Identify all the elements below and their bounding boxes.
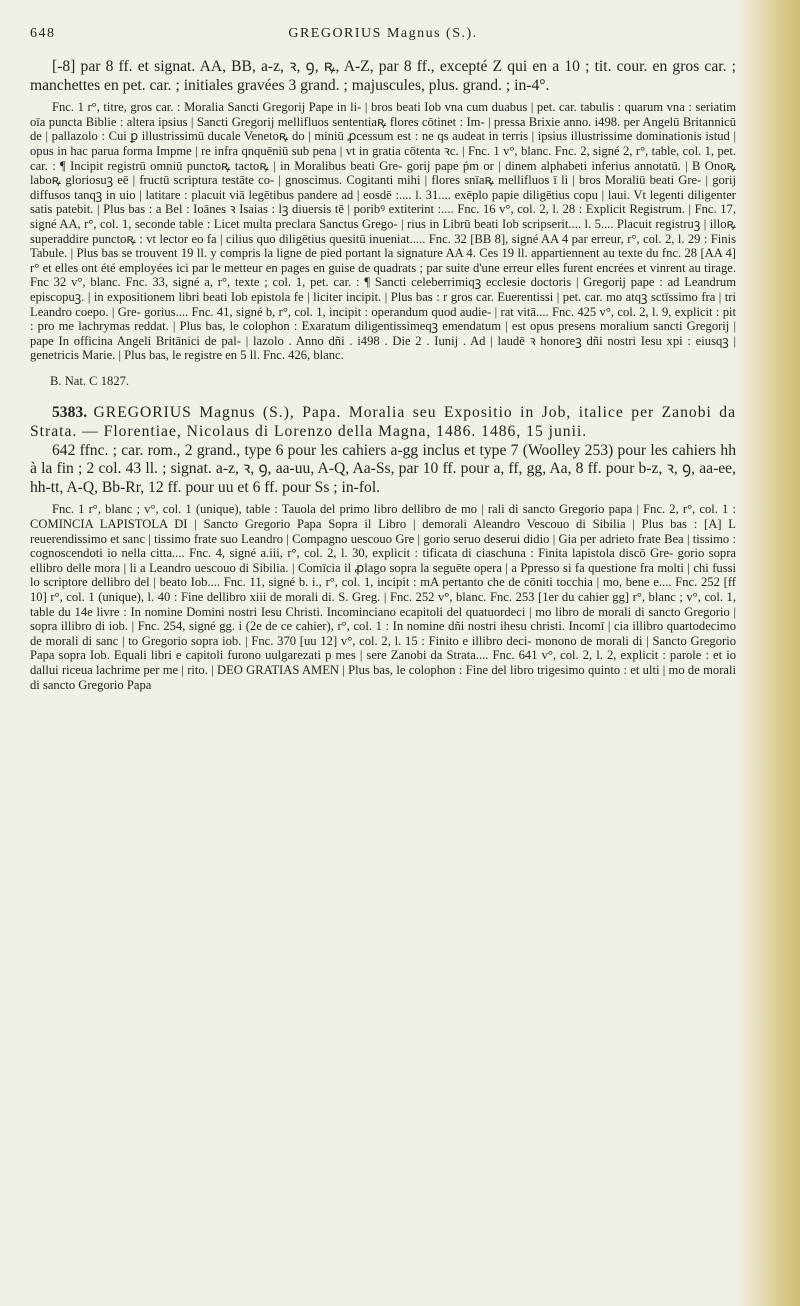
page-edge [736, 0, 800, 1306]
entry-title: GREGORIUS Magnus (S.), Papa. Moralia seu Expositio in Job, italice per Zanobi da Strata. — Florentiae, Nicolaus di Lorenzo della Magna, 1486. 1486, 15 junii. [30, 404, 736, 441]
running-title: GREGORIUS Magnus (S.). [288, 26, 478, 41]
page [30, 0, 736, 1306]
main-text [30, 58, 736, 692]
prev-entry-description-block [30, 100, 736, 363]
page-number: 648 [30, 26, 56, 41]
prev-entry-collation: [-8] par 8 ff. et signat. AA, BB, a-z, ꝛ, ꝯ, ꝶ, A-Z, par 8 ff., excepté Z qui en a 10 ; tit. cour. en gros car. ; manchettes en pet. car. ; initiales gravées 3 grand. ; majuscules, plus. grand. ; in-4°. [30, 58, 736, 94]
entry-description-block [30, 502, 736, 692]
entry-heading [30, 404, 736, 441]
entry-number: 5383. [52, 404, 88, 422]
library-reference: B. Nat. C 1827. [50, 373, 130, 388]
entry-collation: 642 ffnc. ; car. rom., 2 grand., type 6 pour les cahiers a-gg inclus et type 7 (Woolley 253) pour les cahiers hh à la fin ; 2 col. 43 ll. ; signat. a-z, ꝛ, ꝯ, aa-uu, A-Q, Aa-Ss, par 10 ff. pour a, ff, gg, Aa, 8 ff. pour b-z, ꝛ, ꝯ, aa-ee, hh-tt, A-Q, Bb-Rr, 12 ff. pour uu et 6 ff. pour Ss ; in-fol. [30, 441, 736, 496]
prev-entry-description: Fnc. 1 r°, titre, gros car. : Moralia Sancti Gregorij Pape in li- | bros beati Iob vna cum duabus | pet. car. tabulis : quarum vna : seriatim oīa puncta Biblie : altera ipsius | Sancti Gregorij mellifluos sententiaꝶ flores cōtinet : Im- | pressa Brixie anno. i498. per Angelū Britannicū de | pallazolo : Cui ꝑ illustrissimū ducale Venetoꝶ do | miniū ꝓcessum est : ne qs audeat in terris | ipsius illustrissime dominationis istud | opus in hac parua forma Impme | re infra qnquēniū sub pena | vt in gratia cōtenta ꝛc. | Fnc. 1 v°, blanc. Fnc. 2, signé 2, r°, table, col. 1, pet. car. : ¶ Incipit registrū omniū punctoꝶ tactoꝶ | in Moralibus beati Gre- gorij pape ṕm or | dinem alphabeti inferius annotatū. | B Onoꝶ laboꝶ gloriosuꝫ eē | fructū scriptura testāte co- | gnoscimus. Cogitanti mihi | flores snīaꝶ mellifluos ī li | bros Moraliū beati Gre- | gorij diffusos tanqꝫ in uio | latitare : placuit viā legētibus pandere ad | eosdē :.... l. 31.... exēplo papie diligētius copu | laui. Vt legenti diligenter satis patebit. | Plus bas : a Bel : Ioānes ꝛ Isaias : lꝫ diuersis tē | poribꝰ extiterint :.... Fnc. 16 v°, col. 2, l. 28 : Explicit Registrum. | Fnc. 17, signé AA, r°, col. 1, seconde table : Licet multa preclara Sanctus Grego- | rius in Librū beati Iob scripserit.... l. 5.... Placuit registruꝫ | illoꝶ superaddire punctoꝶ : vt lector eo fa | cilius quo diligētius quesitū inueniat..... Fnc. 32 [BB 8], signé AA 4 par erreur, r°, col. 2, l. 29 : Finis Tabule. | Plus bas se trouvent 19 ll. y compris la ligne de pied portant la signature AA 4. Ces 19 ll. appartiennent au texte du fnc. 28 [AA 4] r° et elles ont été employées ici par le metteur en pages en guise de quadrats ; par suite d'une erreur elles furent encrées et vinrent au tirage. Fnc 32 v°, blanc. Fnc. 33, signé a, r°, texte ; col. 1, pet. car. : ¶ Sancti celeberrimiqꝫ ecclesie doctoris | Gregorij pape : ad Leandrum episcopuꝫ. | in expositionem libri beati Iob epistola fe | liciter incipit. | Plus bas : r gros car. Euerentissi | pet. car. mo atqꝫ sctīssimo fra | tri Leandro coepo. | Gre- gorius.... Fnc. 41, signé b, r°, col. 1, incipit : operandum quod audie- | rat vitā.... Fnc. 425 v°, col. 2, l. 9, explicit : pit : pro me lachrymas reddat. | Plus bas, le colophon : Exaratum diligentissimeqꝫ emendatum | est opus presens moralium sancti Gregorij | pape In officina Angeli Britānici de pal- | lazolo . Anno dñi . i498 . Die 2 . Iunij . Ad | laudē ꝛ honoreꝫ dñi nostri Iesu xpi : eiusqꝫ | genetricis Marie. | Plus bas, le registre en 5 ll. Fnc. 426, blanc. [30, 100, 736, 363]
entry-description: Fnc. 1 r°, blanc ; v°, col. 1 (unique), table : Tauola del primo libro dellibro de mo | rali di sancto Gregorio papa | Fnc. 2, r°, col. 1 : COMINCIA LAPISTOLA DI | Sancto Gregorio Papa Sopra il Libro | demorali Aleandro Vescouo di Sibilia | Plus bas : [A] L reuerendissimo et sanc | tissimo frate suo Leandro | Compagno uescouo Gre | gorio seruo deserui didio | Gia per adrieto frate Bea | tissimo : cognoscendoti io nella citta.... Fnc. 4, signé a.iii, r°, col. 2, l. 30, explicit : tificata di ciaschuna : Finita lapistola discō Gre- gorio sopra ellibro delle mora | li a Leandro uescouo di Sibilia. | Comīcia il ꝓlago sopra la seguēte opera | a Ppresso si fa questione fra molti | chi fussi lo scriptore dellibro del | beato Iob.... Fnc. 11, signé b. i., r°, col. 1, incipit : mA pertanto che de cōniti tocchia | mo, bene e.... Fnc. 252 [ff 10] r°, col. 1 (unique), l. 40 : Fine dellibro xiii de morali di. S. Greg. | Fnc. 252 v°, blanc. Fnc. 253 [1er du cahier gg] r°, blanc ; v°, col. 1, table du 14e livre : In nomine Domini nostri Iesu Christi. Incominciano ecapitoli del quatuordeci | mo libro de morali di sancto Gregorio | sopra illibro di iob. | Fnc. 254, signé gg. i (2e de ce cahier), r°, col. 1 : In nomine dñi nostri ihesu christi. Incomī | cia illibro quartodecimo de morali di sanc | to Gregorio sopra iob. | Fnc. 370 [uu 12] v°, col. 2, l. 15 : Finito e illibro deci- monono de morali di | Sancto Gregorio Papa sopra Iob. Equali libri e capitoli furono uulgarezati p mes | sere Zanobi da Strata.... Fnc. 641 v°, col. 2, l. 2, explicit : parole : et io dallui riceua lachrime per me | rito. | DEO GRATIAS AMEN | Plus bas, le colophon : Fine del libro trigesimo quinto : et ulti | mo de morali di sancto Gregorio Papa [30, 502, 736, 692]
